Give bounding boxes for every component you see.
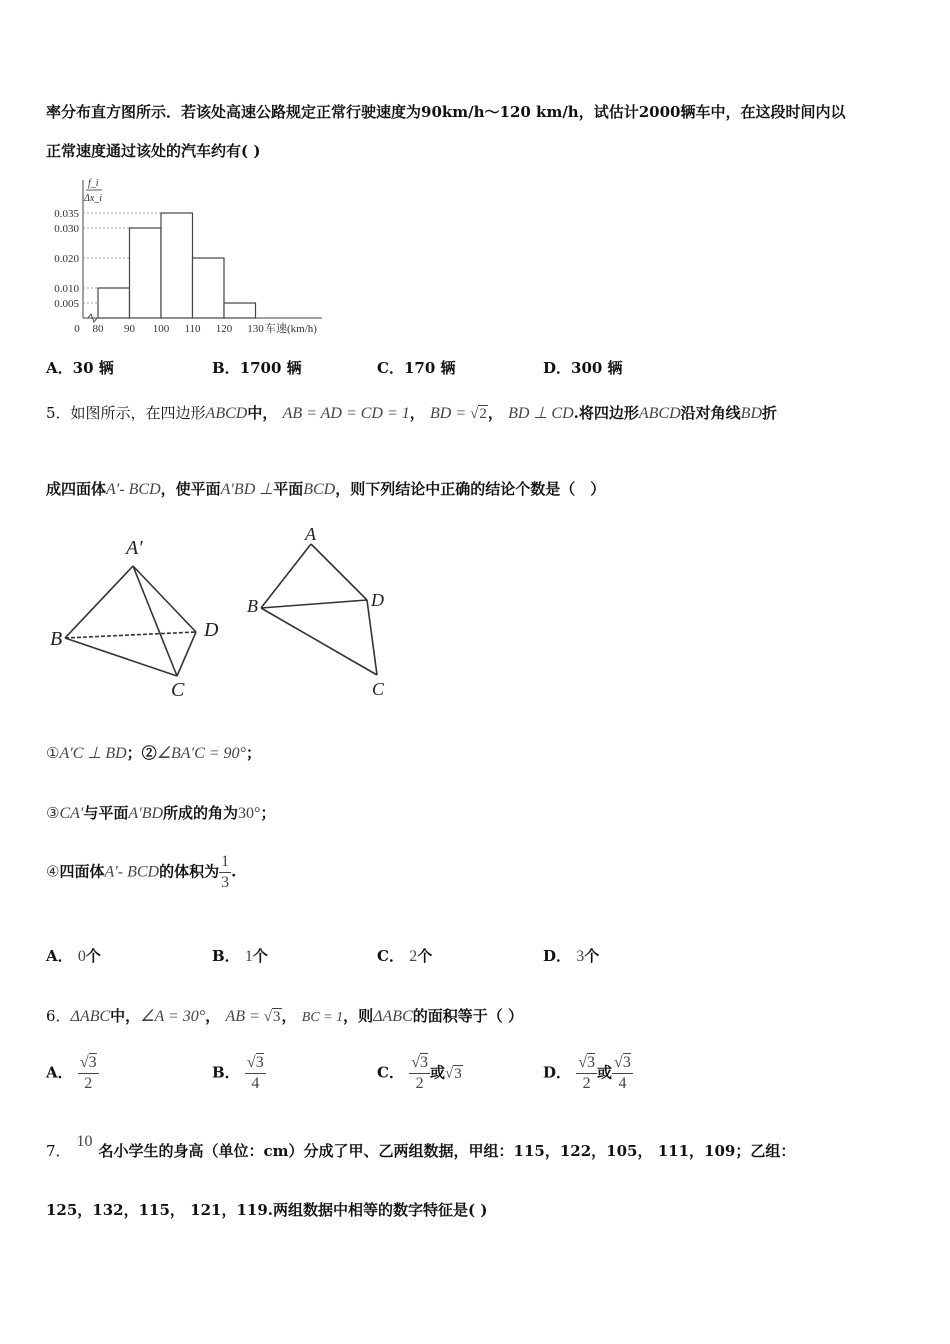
q4-option-c[interactable]: C．170 辆 [377,359,456,377]
edge-a-c [133,566,177,676]
q5-option-d[interactable]: D． 3个 [543,947,600,965]
x-axis-label: 车速(km/h) [265,323,317,335]
y-tick-label: 0.010 [54,283,79,295]
x-tick-label: 120 [215,323,233,335]
y-axis-label-bottom: Δx_i [84,193,103,204]
q4-text-line1: 率分布直方图所示．若该处高速公路规定正常行驶速度为90km/h～120 km/h，试估计2000辆车中，在这段时间内以 [46,103,846,121]
q5-statement-1-2: ①A′C ⊥ BD；②∠BA′C = 90°； [46,744,261,762]
q5-text-line1: 5．如图所示，在四边形ABCD中， AB = AD = CD = 1， BD = √2， BD ⊥ CD.将四边形ABCD沿对角线BD折 [46,404,778,422]
y-axis-label-top: f_i [88,178,99,189]
label-b: B [50,628,63,650]
edge-b-c [261,608,377,675]
edge-a-b [261,544,311,608]
x-tick-label: 130 [247,323,264,335]
edge-b-d [261,600,367,608]
q5-text-line2: 成四面体A′- BCD，使平面A′BD ⊥平面BCD，则下列结论中正确的结论个数是（ ） [46,480,606,498]
label-d: D [204,619,219,641]
label-c: C [372,679,385,699]
label-a-prime: A′ [126,537,143,559]
q7-text-line2: 125，132，115， 121，119.两组数据中相等的数字特征是( ) [46,1201,488,1219]
speed-histogram [40,172,340,342]
edge-d-c [367,600,377,675]
y-tick-label: 0.020 [54,253,79,265]
q6-option-a[interactable]: A． $\frac{√3}{2}$ [46,1054,97,1092]
y-tick-label: 0.030 [54,223,79,235]
label-d: D [371,590,384,610]
y-tick-label: 0.035 [54,208,79,220]
q6-text: 6．ΔABC中，∠A = 30°， AB = √3， BC = 1，则ΔABC的面积等于（ ） [46,1007,523,1025]
edge-d-c [177,632,196,676]
label-c: C [171,679,185,701]
q6-option-c[interactable]: C． $\frac{√3}{2}$ 或√3 [377,1054,462,1092]
histogram-bar [193,258,225,318]
q5-option-b[interactable]: B． 1个 [212,947,268,965]
x-tick-label: 80 [92,323,104,335]
label-b: B [247,596,258,616]
q6-option-b[interactable]: B． $\frac{√3}{4}$ [212,1054,264,1092]
label-a: A [305,524,316,544]
fraction-one-third: $\frac{1}{3}$ [221,853,230,891]
edge-a-b [65,566,133,638]
q5-statement-3: ③CA′与平面A′BD所成的角为30°； [46,804,276,822]
edge-a-d [311,544,367,600]
q5-option-a[interactable]: A． 0个 [46,947,101,965]
q4-option-a[interactable]: A．30 辆 [46,359,114,377]
q5-statement-4: ④四面体A′- BCD的体积为 $\frac{1}{3}$ . [46,853,237,891]
x-tick-label: 100 [152,323,170,335]
histogram-bar [224,303,256,318]
q7-text-line1: 7．10名小学生的身高（单位：cm）分成了甲、乙两组数据，甲组：115，122，105， 111，109；乙组： [46,1133,796,1160]
q4-option-d[interactable]: D．300 辆 [543,359,623,377]
q4-option-b[interactable]: B．1700 辆 [212,359,302,377]
q5-tetrahedron-figure [44,528,244,703]
edge-a-d [133,566,196,632]
edge-b-d-hidden [65,632,196,638]
q4-text-line2: 正常速度通过该处的汽车约有( ) [46,142,261,160]
histogram-bar [161,213,193,318]
histogram-bar [98,288,130,318]
q5-option-c[interactable]: C． 2个 [377,947,433,965]
x-tick-label: 0 [74,323,80,335]
edge-b-c [65,638,177,676]
q6-option-d[interactable]: D． $\frac{√3}{2}$ 或 $\frac{√3}{4}$ [543,1054,631,1092]
histogram-bar [130,228,162,318]
x-tick-label: 110 [184,323,201,335]
x-tick-label: 90 [124,323,135,335]
q5-quadrilateral-figure [240,520,400,700]
y-tick-label: 0.005 [54,298,79,310]
